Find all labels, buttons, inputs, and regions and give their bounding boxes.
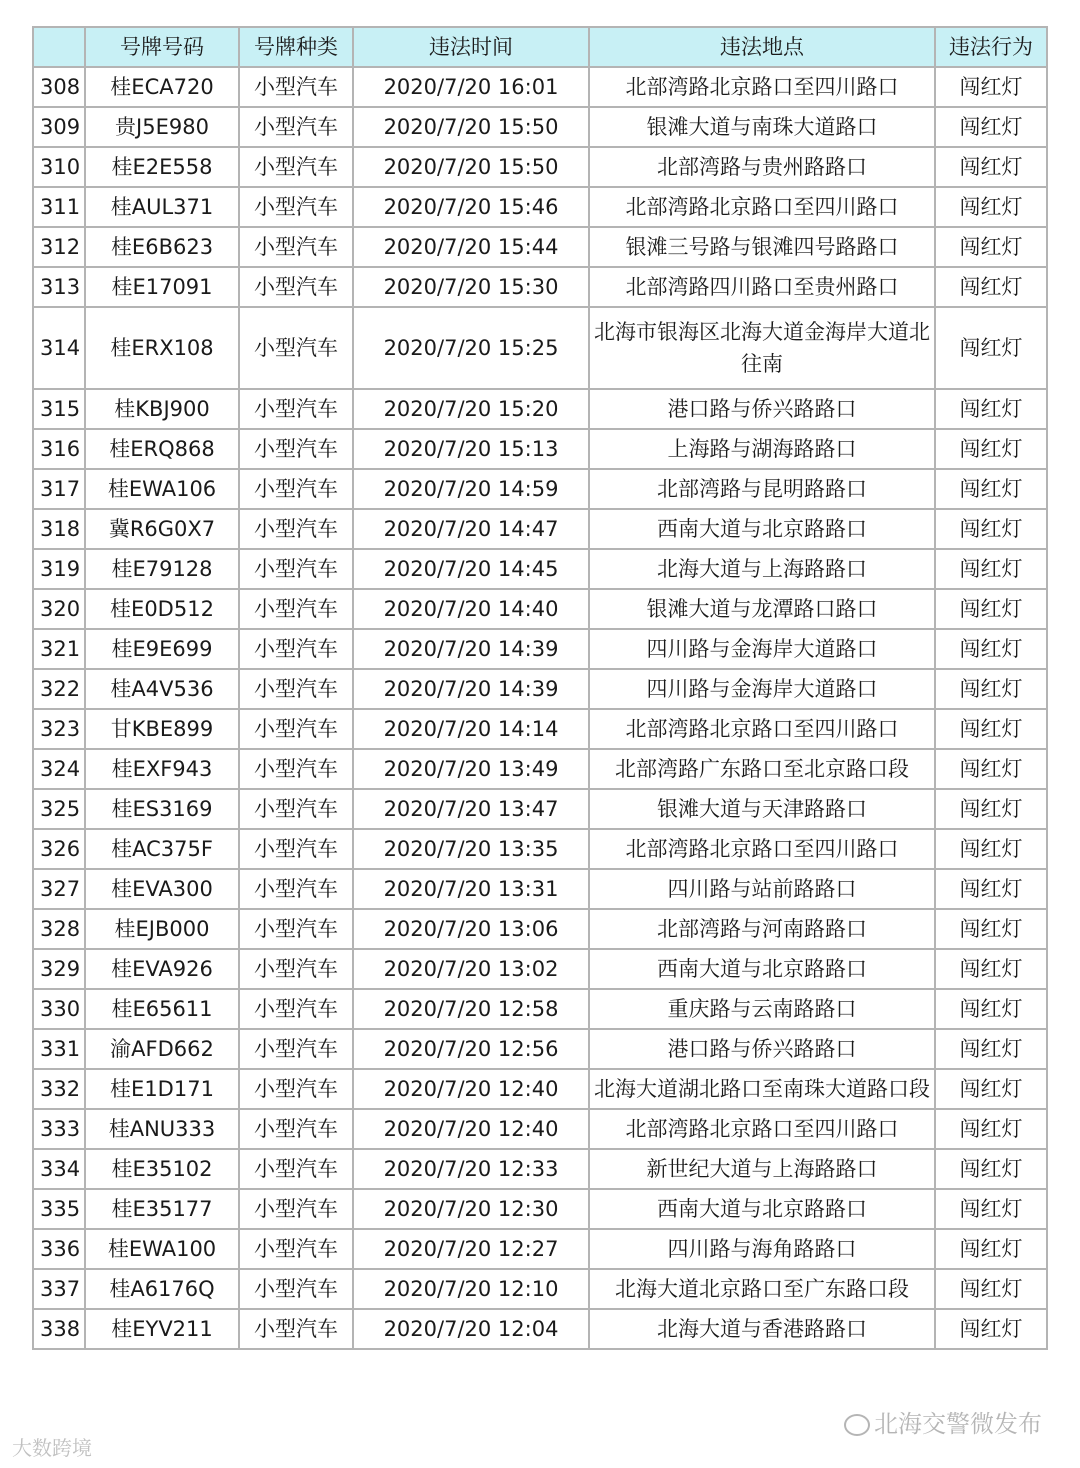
table-row [33, 67, 1047, 107]
table-row [33, 1229, 1047, 1269]
table-row [33, 589, 1047, 629]
table-row [33, 107, 1047, 147]
plate-type: 小型汽车 [239, 1149, 353, 1189]
table-row [33, 389, 1047, 429]
violation-behavior: 闯红灯 [935, 1269, 1047, 1309]
plate-number: 桂EWA100 [85, 1229, 239, 1269]
violation-location: 北部湾路与贵州路路口 [589, 147, 935, 187]
violation-behavior: 闯红灯 [935, 669, 1047, 709]
violation-location: 北部湾路北京路口至四川路口 [589, 187, 935, 227]
plate-type: 小型汽车 [239, 389, 353, 429]
row-index: 333 [33, 1109, 85, 1149]
plate-type: 小型汽车 [239, 989, 353, 1029]
plate-number: 桂A6176Q [85, 1269, 239, 1309]
violation-behavior: 闯红灯 [935, 469, 1047, 509]
violation-location: 西南大道与北京路路口 [589, 509, 935, 549]
plate-type: 小型汽车 [239, 629, 353, 669]
violation-location: 北海市银海区北海大道金海岸大道北往南 [589, 307, 935, 389]
header-plate-number: 号牌号码 [85, 27, 239, 67]
violation-time: 2020/7/20 12:56 [353, 1029, 589, 1069]
table-row [33, 829, 1047, 869]
row-index: 322 [33, 669, 85, 709]
table-row [33, 749, 1047, 789]
violation-location: 北海大道北京路口至广东路口段 [589, 1269, 935, 1309]
watermark-left [12, 1432, 92, 1461]
plate-number: 桂E65611 [85, 989, 239, 1029]
plate-type: 小型汽车 [239, 147, 353, 187]
violation-behavior: 闯红灯 [935, 1149, 1047, 1189]
violation-time: 2020/7/20 14:40 [353, 589, 589, 629]
violation-location: 北海大道与香港路路口 [589, 1309, 935, 1349]
plate-number: 桂E9E699 [85, 629, 239, 669]
plate-number: 桂EVA300 [85, 869, 239, 909]
plate-type: 小型汽车 [239, 709, 353, 749]
violation-behavior: 闯红灯 [935, 1029, 1047, 1069]
plate-number: 桂EJB000 [85, 909, 239, 949]
header-plate-type: 号牌种类 [239, 27, 353, 67]
table-row [33, 709, 1047, 749]
violation-location: 四川路与站前路路口 [589, 869, 935, 909]
header-index [33, 27, 85, 67]
violation-time: 2020/7/20 13:06 [353, 909, 589, 949]
plate-type: 小型汽车 [239, 589, 353, 629]
violation-behavior: 闯红灯 [935, 227, 1047, 267]
violation-time: 2020/7/20 14:47 [353, 509, 589, 549]
plate-type: 小型汽车 [239, 949, 353, 989]
plate-number: 桂E0D512 [85, 589, 239, 629]
row-index: 337 [33, 1269, 85, 1309]
violation-time: 2020/7/20 13:31 [353, 869, 589, 909]
violation-behavior: 闯红灯 [935, 989, 1047, 1029]
violation-behavior: 闯红灯 [935, 307, 1047, 389]
violation-time: 2020/7/20 12:58 [353, 989, 589, 1029]
violation-behavior: 闯红灯 [935, 107, 1047, 147]
violation-location: 重庆路与云南路路口 [589, 989, 935, 1029]
plate-number: 桂EWA106 [85, 469, 239, 509]
plate-number: 桂KBJ900 [85, 389, 239, 429]
row-index: 319 [33, 549, 85, 589]
plate-number: 桂A4V536 [85, 669, 239, 709]
plate-type: 小型汽车 [239, 869, 353, 909]
violation-location: 西南大道与北京路路口 [589, 1189, 935, 1229]
row-index: 326 [33, 829, 85, 869]
violation-location: 上海路与湖海路路口 [589, 429, 935, 469]
violation-behavior: 闯红灯 [935, 829, 1047, 869]
plate-type: 小型汽车 [239, 1069, 353, 1109]
violation-time: 2020/7/20 12:33 [353, 1149, 589, 1189]
table-row [33, 1109, 1047, 1149]
plate-number: 桂E6B623 [85, 227, 239, 267]
violation-location: 银滩大道与天津路路口 [589, 789, 935, 829]
violation-behavior: 闯红灯 [935, 429, 1047, 469]
table-row [33, 147, 1047, 187]
plate-type: 小型汽车 [239, 1029, 353, 1069]
violation-location: 北部湾路北京路口至四川路口 [589, 67, 935, 107]
table-row [33, 307, 1047, 389]
table-row [33, 1069, 1047, 1109]
row-index: 329 [33, 949, 85, 989]
table-row [33, 629, 1047, 669]
violation-location: 北部湾路北京路口至四川路口 [589, 829, 935, 869]
header-violation-time: 违法时间 [353, 27, 589, 67]
violation-time: 2020/7/20 15:13 [353, 429, 589, 469]
row-index: 318 [33, 509, 85, 549]
violation-location: 北部湾路四川路口至贵州路口 [589, 267, 935, 307]
row-index: 327 [33, 869, 85, 909]
plate-number: 桂EVA926 [85, 949, 239, 989]
plate-number: 桂ERQ868 [85, 429, 239, 469]
plate-number: 桂E1D171 [85, 1069, 239, 1109]
violation-time: 2020/7/20 15:50 [353, 107, 589, 147]
plate-number: 桂E35177 [85, 1189, 239, 1229]
plate-type: 小型汽车 [239, 789, 353, 829]
watermark-left-text: 大数跨境 [12, 1436, 92, 1460]
wechat-icon [844, 1414, 870, 1436]
table-body [33, 67, 1047, 1349]
violation-behavior: 闯红灯 [935, 629, 1047, 669]
violation-time: 2020/7/20 13:02 [353, 949, 589, 989]
violation-behavior: 闯红灯 [935, 509, 1047, 549]
violation-behavior: 闯红灯 [935, 1069, 1047, 1109]
row-index: 313 [33, 267, 85, 307]
violation-time: 2020/7/20 13:47 [353, 789, 589, 829]
violation-time: 2020/7/20 12:27 [353, 1229, 589, 1269]
table-row [33, 949, 1047, 989]
table-row [33, 469, 1047, 509]
violation-time: 2020/7/20 15:50 [353, 147, 589, 187]
plate-type: 小型汽车 [239, 549, 353, 589]
table-row [33, 429, 1047, 469]
table-row [33, 669, 1047, 709]
plate-number: 甘KBE899 [85, 709, 239, 749]
violation-time: 2020/7/20 15:20 [353, 389, 589, 429]
row-index: 338 [33, 1309, 85, 1349]
table-row [33, 1029, 1047, 1069]
violation-behavior: 闯红灯 [935, 749, 1047, 789]
violation-time: 2020/7/20 13:49 [353, 749, 589, 789]
plate-number: 桂AUL371 [85, 187, 239, 227]
row-index: 335 [33, 1189, 85, 1229]
plate-number: 桂EYV211 [85, 1309, 239, 1349]
violation-behavior: 闯红灯 [935, 147, 1047, 187]
violation-location: 北海大道湖北路口至南珠大道路口段 [589, 1069, 935, 1109]
plate-number: 桂E17091 [85, 267, 239, 307]
violation-behavior: 闯红灯 [935, 187, 1047, 227]
plate-type: 小型汽车 [239, 227, 353, 267]
plate-number: 贵J5E980 [85, 107, 239, 147]
plate-number: 桂ANU333 [85, 1109, 239, 1149]
row-index: 328 [33, 909, 85, 949]
plate-type: 小型汽车 [239, 187, 353, 227]
plate-type: 小型汽车 [239, 267, 353, 307]
violation-time: 2020/7/20 15:46 [353, 187, 589, 227]
row-index: 320 [33, 589, 85, 629]
row-index: 308 [33, 67, 85, 107]
violation-behavior: 闯红灯 [935, 267, 1047, 307]
violation-time: 2020/7/20 12:04 [353, 1309, 589, 1349]
plate-type: 小型汽车 [239, 829, 353, 869]
violation-behavior: 闯红灯 [935, 389, 1047, 429]
violation-behavior: 闯红灯 [935, 1189, 1047, 1229]
table-row [33, 227, 1047, 267]
row-index: 314 [33, 307, 85, 389]
plate-number: 桂ES3169 [85, 789, 239, 829]
plate-number: 桂EXF943 [85, 749, 239, 789]
violation-location: 港口路与侨兴路路口 [589, 389, 935, 429]
row-index: 315 [33, 389, 85, 429]
plate-type: 小型汽车 [239, 1269, 353, 1309]
plate-type: 小型汽车 [239, 749, 353, 789]
plate-type: 小型汽车 [239, 669, 353, 709]
row-index: 311 [33, 187, 85, 227]
violation-behavior: 闯红灯 [935, 1109, 1047, 1149]
row-index: 310 [33, 147, 85, 187]
watermark-right-text: 北海交警微发布 [874, 1410, 1042, 1438]
violation-location: 四川路与金海岸大道路口 [589, 669, 935, 709]
violation-time: 2020/7/20 14:39 [353, 629, 589, 669]
plate-type: 小型汽车 [239, 469, 353, 509]
plate-type: 小型汽车 [239, 307, 353, 389]
violation-time: 2020/7/20 12:30 [353, 1189, 589, 1229]
plate-number: 桂ECA720 [85, 67, 239, 107]
table-row [33, 549, 1047, 589]
header-violation-behavior: 违法行为 [935, 27, 1047, 67]
violation-location: 北海大道与上海路路口 [589, 549, 935, 589]
violation-location: 银滩大道与龙潭路口路口 [589, 589, 935, 629]
row-index: 332 [33, 1069, 85, 1109]
violation-time: 2020/7/20 14:39 [353, 669, 589, 709]
row-index: 334 [33, 1149, 85, 1189]
plate-type: 小型汽车 [239, 67, 353, 107]
plate-type: 小型汽车 [239, 1229, 353, 1269]
header-violation-location: 违法地点 [589, 27, 935, 67]
plate-number: 渝AFD662 [85, 1029, 239, 1069]
violation-time: 2020/7/20 15:30 [353, 267, 589, 307]
plate-type: 小型汽车 [239, 1189, 353, 1229]
violation-time: 2020/7/20 13:35 [353, 829, 589, 869]
violation-location: 新世纪大道与上海路路口 [589, 1149, 935, 1189]
violation-behavior: 闯红灯 [935, 949, 1047, 989]
violation-location: 北部湾路与河南路路口 [589, 909, 935, 949]
table-header-row [33, 27, 1047, 67]
violation-behavior: 闯红灯 [935, 549, 1047, 589]
violation-behavior: 闯红灯 [935, 789, 1047, 829]
table-row [33, 869, 1047, 909]
plate-number: 桂E2E558 [85, 147, 239, 187]
row-index: 316 [33, 429, 85, 469]
table-row [33, 909, 1047, 949]
violation-behavior: 闯红灯 [935, 1229, 1047, 1269]
violation-time: 2020/7/20 16:01 [353, 67, 589, 107]
violation-time: 2020/7/20 12:40 [353, 1109, 589, 1149]
plate-type: 小型汽车 [239, 909, 353, 949]
violation-location: 北部湾路与昆明路路口 [589, 469, 935, 509]
row-index: 330 [33, 989, 85, 1029]
violation-location: 北部湾路北京路口至四川路口 [589, 1109, 935, 1149]
watermark-wechat [844, 1404, 1042, 1439]
row-index: 321 [33, 629, 85, 669]
plate-number: 桂E35102 [85, 1149, 239, 1189]
plate-number: 桂ERX108 [85, 307, 239, 389]
plate-number: 桂AC375F [85, 829, 239, 869]
violation-time: 2020/7/20 14:45 [353, 549, 589, 589]
row-index: 324 [33, 749, 85, 789]
plate-type: 小型汽车 [239, 1309, 353, 1349]
plate-number: 桂E79128 [85, 549, 239, 589]
violation-location: 西南大道与北京路路口 [589, 949, 935, 989]
violation-location: 银滩三号路与银滩四号路路口 [589, 227, 935, 267]
table-row [33, 989, 1047, 1029]
violation-location: 四川路与海角路路口 [589, 1229, 935, 1269]
plate-type: 小型汽车 [239, 509, 353, 549]
table-row [33, 187, 1047, 227]
row-index: 317 [33, 469, 85, 509]
violation-behavior: 闯红灯 [935, 67, 1047, 107]
row-index: 325 [33, 789, 85, 829]
violation-location: 四川路与金海岸大道路口 [589, 629, 935, 669]
row-index: 312 [33, 227, 85, 267]
row-index: 331 [33, 1029, 85, 1069]
violation-behavior: 闯红灯 [935, 869, 1047, 909]
violation-behavior: 闯红灯 [935, 909, 1047, 949]
violation-time: 2020/7/20 12:40 [353, 1069, 589, 1109]
row-index: 309 [33, 107, 85, 147]
table-row [33, 1309, 1047, 1349]
table-row [33, 267, 1047, 307]
violation-time: 2020/7/20 12:10 [353, 1269, 589, 1309]
violation-time: 2020/7/20 15:25 [353, 307, 589, 389]
plate-type: 小型汽车 [239, 1109, 353, 1149]
plate-type: 小型汽车 [239, 429, 353, 469]
violations-table [32, 26, 1048, 1350]
row-index: 323 [33, 709, 85, 749]
violation-behavior: 闯红灯 [935, 589, 1047, 629]
violation-location: 银滩大道与南珠大道路口 [589, 107, 935, 147]
violation-location: 北部湾路北京路口至四川路口 [589, 709, 935, 749]
plate-number: 冀R6G0X7 [85, 509, 239, 549]
table-row [33, 1149, 1047, 1189]
row-index: 336 [33, 1229, 85, 1269]
plate-type: 小型汽车 [239, 107, 353, 147]
table-row [33, 789, 1047, 829]
table-row [33, 509, 1047, 549]
violation-behavior: 闯红灯 [935, 709, 1047, 749]
violation-location: 港口路与侨兴路路口 [589, 1029, 935, 1069]
violation-behavior: 闯红灯 [935, 1309, 1047, 1349]
table-row [33, 1269, 1047, 1309]
violation-location: 北部湾路广东路口至北京路口段 [589, 749, 935, 789]
violation-time: 2020/7/20 14:14 [353, 709, 589, 749]
violation-time: 2020/7/20 15:44 [353, 227, 589, 267]
violation-time: 2020/7/20 14:59 [353, 469, 589, 509]
table-row [33, 1189, 1047, 1229]
